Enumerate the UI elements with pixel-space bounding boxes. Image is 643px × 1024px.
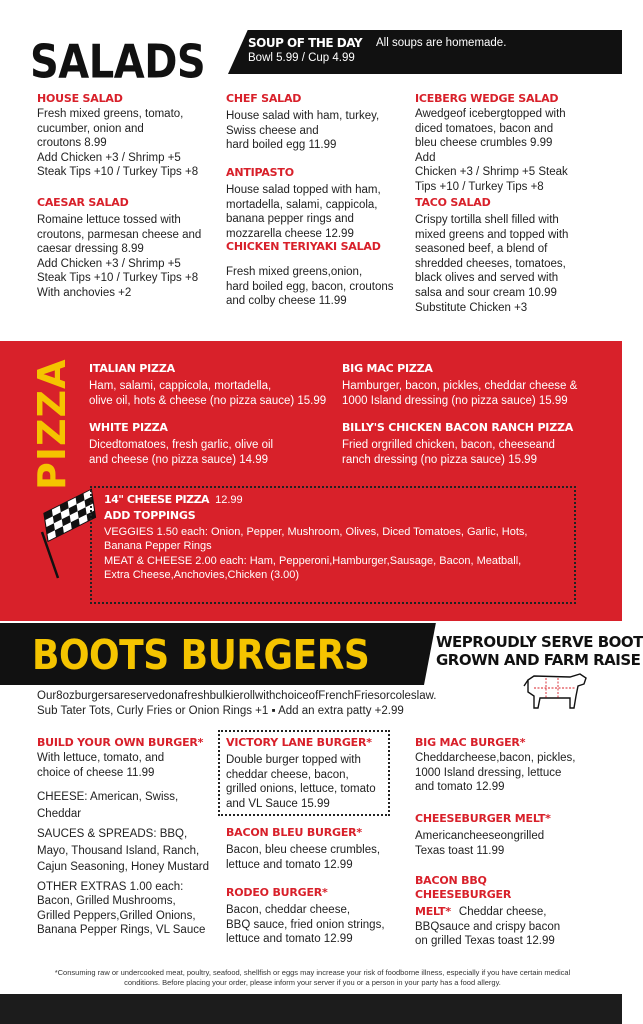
menu-item-taco-salad [415,196,580,315]
menu-item-rodeo-burger [226,886,406,947]
item-line: and VL Sauce 15.99 [226,797,330,810]
item-line: Bacon, bleu cheese crumbles, [226,844,381,856]
item-line: House salad with ham, turkey, [226,110,380,122]
proud-line-1: WEPROUDLY SERVE BOOT [436,633,643,651]
item-line: cheddar cheese, bacon, [226,768,349,781]
item-line: With lettuce, tomato, and [37,752,165,764]
extras-line: Banana Pepper Rings, VL Sauce [37,924,206,937]
item-title: BIG MAC BURGER* [415,736,526,749]
item-line: caesar dressing 8.99 [37,243,144,256]
menu-item-antipasto [226,166,406,241]
item-line: olive oil, hots & cheese (no pizza sauce) 15.99 [89,394,327,407]
menu-item-victory-lane-burger [226,736,391,811]
menu-item-build-your-own-burger [37,736,217,938]
item-line: BBQ sauce, fried onion strings, [226,918,385,931]
item-line: choice of cheese 11.99 [37,766,155,779]
item-line: Cheddar cheese, [458,906,547,918]
item-line: lettuce and tomato 12.99 [226,933,353,946]
toppings-line: VEGGIES 1.50 each: Onion, Pepper, Mushroom, Olives, Diced Tomatoes, Garlic, Hots, [104,526,528,538]
item-line: Swiss cheese and [226,124,319,137]
sauce-line: SAUCES & SPREADS: BBQ, [37,828,188,841]
cow-diagram-icon [520,668,590,712]
item-line: salsa and sour cream 10.99 [415,286,557,299]
item-line: seasoned beef, a blend of [415,243,548,256]
item-line: Fresh mixed greens, tomato, [37,108,184,120]
item-line: Americancheeseongrilled [415,830,545,842]
item-title: BIG MAC PIZZA [342,362,433,375]
burgers-heading: BOOTS BURGERS [32,632,370,680]
item-line: mozzarella cheese 12.99 [226,227,354,240]
pizza-heading: PIZZA [30,358,74,490]
toppings-line: Banana Pepper Rings [104,540,212,553]
item-title: ITALIAN PIZZA [89,362,175,375]
soup-note: All soups are homemade. [376,37,507,49]
item-line: Steak Tips +10 / Turkey Tips +8 [37,272,199,285]
item-line: on grilled Texas toast 12.99 [415,935,555,948]
soup-price: Bowl 5.99 / Cup 4.99 [248,52,355,64]
item-title: ICEBERG WEDGE SALAD [415,92,559,105]
intro-line: Our8ozburgersareservedonafreshbulkierollwithchoiceofFrenchFriesorcoleslaw. [37,690,437,702]
item-line: Crispy tortilla shell filled with [415,214,559,226]
item-line: banana pepper rings and [226,213,354,226]
item-line: With anchovies +2 [37,286,132,299]
item-line: and cheese (no pizza sauce) 14.99 [89,453,269,466]
menu-item-bacon-bleu-burger [226,826,406,872]
item-line: Romaine lettuce tossed with [37,214,181,226]
cheese-pizza-toppings [104,493,564,583]
item-line: Add Chicken +3 / Shrimp +5 [37,151,181,164]
menu-item-big-mac-burger [415,736,585,795]
menu-item-house-salad [37,92,217,180]
menu-item-chicken-teriyaki-salad [226,240,411,309]
item-line: black olives and served with [415,272,559,285]
cheese-line: Cheddar [37,807,82,820]
item-line: grilled onions, lettuce, tomato [226,783,376,796]
item-line: Hamburger, bacon, pickles, cheddar cheese & [342,380,578,392]
footer-bar [0,994,622,1024]
menu-item-white-pizza [89,421,339,467]
item-title: TACO SALAD [415,196,491,209]
extras-line: Grilled Peppers,Grilled Onions, [37,909,196,922]
item-line: and tomato 12.99 [415,781,505,794]
item-line: mortadella, salami, cappicola, [226,198,378,211]
item-title: BUILD YOUR OWN BURGER* [37,736,204,749]
item-title: HOUSE SALAD [37,92,123,105]
item-line: Add Chicken +3 / Shrimp +5 [37,257,181,270]
soup-title: SOUP OF THE DAY [248,36,363,50]
cheese-line: CHEESE: American, Swiss, [37,791,179,804]
item-title: RODEO BURGER* [226,886,328,899]
item-title: CHEF SALAD [226,92,302,105]
menu-item-chef-salad [226,92,406,153]
item-line: Awedgeof icebergtopped with [415,108,566,120]
item-line: Texas toast 11.99 [415,844,505,857]
item-line: cucumber, onion and [37,122,144,135]
item-line: Fried orgrilled chicken, bacon, cheeseand [342,439,555,451]
menu-item-bacon-bbq-cheeseburger-melt [415,874,585,949]
item-line: Bacon, cheddar cheese, [226,904,351,916]
proud-line-2: GROWN AND FARM RAISE [436,651,641,669]
extras-line: OTHER EXTRAS 1.00 each: [37,880,184,893]
item-line: Double burger topped with [226,754,361,766]
item-line: 1000 Island dressing, lettuce [415,766,562,779]
item-line: croutons, parmesan cheese and [37,228,202,241]
item-title: CHICKEN TERIYAKI SALAD [226,240,381,253]
item-line: Chicken +3 / Shrimp +5 Steak [415,166,568,179]
item-line: hard boiled egg, bacon, croutons [226,280,394,293]
item-title: BACON BBQ CHEESEBURGER [415,874,512,901]
item-line: Fresh mixed greens,onion, [226,266,363,278]
item-line: Cheddarcheese,bacon, pickles, [415,752,576,764]
item-line: Steak Tips +10 / Turkey Tips +8 [37,166,199,179]
item-line: 1000 Island dressing (no pizza sauce) 15.99 [342,394,568,407]
item-title-cont: MELT* [415,905,451,918]
item-line: shredded cheeses, tomatoes, [415,257,566,270]
item-line: hard boiled egg 11.99 [226,139,337,152]
cheese-pizza-name: 14" CHEESE PIZZA [104,493,210,506]
food-safety-disclaimer: *Consuming raw or undercooked meat, poultry, seafood, shellfish or eggs may increase your risk of foodborne illness, especially if you have certain medical conditions. Before placing your order, please inform your server if you or a person in your party has a food allergy. [54,968,571,987]
menu-item-billys-chicken-bacon-ranch-pizza [342,421,592,467]
toppings-line: Extra Cheese,Anchovies,Chicken (3.00) [104,569,300,582]
toppings-line: MEAT & CHEESE 2.00 each: Ham, Pepperoni,Hamburger,Sausage, Bacon, Meatball, [104,554,522,567]
sauce-line: Cajun Seasoning, Honey Mustard [37,861,209,874]
item-line: Ham, salami, cappicola, mortadella, [89,380,272,392]
item-title: ANTIPASTO [226,166,294,179]
menu-item-cheeseburger-melt [415,812,585,858]
item-line: lettuce and tomato 12.99 [226,858,353,871]
item-line: Dicedtomatoes, fresh garlic, olive oil [89,439,274,451]
item-title: CHEESEBURGER MELT* [415,812,551,825]
intro-line: Sub Tater Tots, Curly Fries or Onion Rings +1 ▪ Add an extra patty +2.99 [37,705,404,717]
item-title: WHITE PIZZA [89,421,168,434]
item-line: croutons 8.99 [37,137,107,150]
sauce-line: Mayo, Thousand Island, Ranch, [37,844,200,857]
extras-line: Bacon, Grilled Mushrooms, [37,895,176,908]
item-line: and colby cheese 11.99 [226,295,347,308]
menu-item-caesar-salad [37,196,222,301]
item-line: mixed greens and topped with [415,228,569,241]
item-title: VICTORY LANE BURGER* [226,736,372,749]
menu-item-big-mac-pizza [342,362,592,408]
item-line: House salad topped with ham, [226,184,381,196]
burgers-intro [37,689,507,719]
item-title: CAESAR SALAD [37,196,129,209]
item-line: Substitute Chicken +3 [415,301,528,314]
item-title: BILLY'S CHICKEN BACON RANCH PIZZA [342,421,574,434]
item-line: ranch dressing (no pizza sauce) 15.99 [342,453,537,466]
item-title: BACON BLEU BURGER* [226,826,362,839]
item-line: BBQsauce and crispy bacon [415,920,561,933]
cheese-pizza-price: 12.99 [215,494,243,506]
item-line: Tips +10 / Turkey Tips +8 [415,180,544,193]
item-line: diced tomatoes, bacon and [415,122,554,135]
item-line: bleu cheese crumbles 9.99 Add [415,137,553,164]
menu-item-iceberg-wedge-salad [415,92,575,195]
salads-heading: SALADS [30,36,206,89]
menu-item-italian-pizza [89,362,339,408]
toppings-title: ADD TOPPINGS [104,509,196,522]
